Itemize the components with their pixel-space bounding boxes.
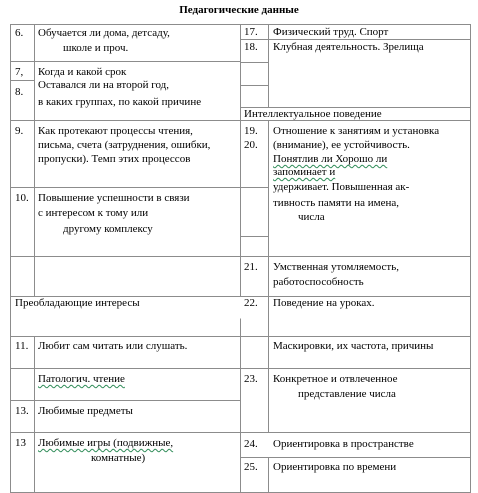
row-text: Маскировки, их частота, причины bbox=[273, 340, 434, 352]
page-title: Педагогические данные bbox=[179, 4, 299, 16]
row-text: пропуски). Темп этих процессов bbox=[38, 153, 191, 165]
row-number: 23. bbox=[244, 373, 258, 385]
row-number: 13. bbox=[15, 405, 29, 417]
row-number: 8. bbox=[15, 86, 24, 98]
row-text: представление числа bbox=[298, 388, 396, 400]
row-text: Как протекают процессы чтения, bbox=[38, 125, 193, 137]
row-text: Понятлив ли Хорошо ли bbox=[273, 153, 388, 165]
row-number: 9. bbox=[15, 125, 24, 137]
row-text: Клубная деятельность. Зрелища bbox=[273, 41, 424, 53]
row-number: 24. bbox=[244, 438, 258, 450]
row-text: удерживает. Повышенная ак- bbox=[273, 181, 410, 193]
row-text: Любимые игры (подвижные, bbox=[38, 437, 174, 449]
row-text: с интересом к тому или bbox=[38, 207, 149, 219]
row-text: Конкретное и отвлеченное bbox=[273, 373, 398, 385]
row-text: Оставался ли на второй год, bbox=[38, 79, 169, 91]
row-text: запоминает и bbox=[273, 166, 336, 178]
row-number: 18. bbox=[244, 41, 258, 53]
row-text: числа bbox=[298, 211, 325, 223]
row-text: комнатные) bbox=[91, 452, 146, 464]
row-text: в каких группах, по какой причине bbox=[38, 96, 202, 108]
row-text: другому комплексу bbox=[63, 223, 153, 235]
row-text: Отношение к занятиям и установка bbox=[273, 125, 440, 137]
row-text: Любимые предметы bbox=[38, 405, 133, 417]
section-heading: Преобладающие интересы bbox=[15, 297, 140, 309]
row-number: 21. bbox=[244, 261, 258, 273]
row-text: Ориентировка по времени bbox=[273, 461, 397, 473]
row-text: Поведение на уроках. bbox=[273, 297, 375, 309]
row-number: 11. bbox=[15, 340, 29, 352]
row-number: 10. bbox=[15, 192, 29, 204]
row-number: 13 bbox=[15, 437, 26, 449]
row-text: Обучается ли дома, детсаду, bbox=[38, 27, 170, 39]
row-text: Патологич. чтение bbox=[38, 373, 125, 385]
row-number: 22. bbox=[244, 297, 258, 309]
row-text: работоспособность bbox=[273, 276, 364, 288]
row-text: Повышение успешности в связи bbox=[38, 192, 190, 204]
row-text: Когда и какой срок bbox=[38, 66, 127, 78]
row-text: (внимание), ее устойчивость. bbox=[273, 139, 410, 151]
row-text: Умственная утомляемость, bbox=[273, 261, 399, 273]
row-number: 25. bbox=[244, 461, 258, 473]
row-text: школе и проч. bbox=[63, 42, 129, 54]
row-text: Ориентировка в пространстве bbox=[273, 438, 414, 450]
row-text: Любит сам читать или слушать. bbox=[38, 340, 188, 352]
row-number: 6. bbox=[15, 27, 24, 39]
row-text: Физический труд. Спорт bbox=[273, 26, 389, 38]
row-number: 19. bbox=[244, 125, 258, 137]
row-text: письма, счета (затруднения, ошибки, bbox=[38, 139, 211, 151]
row-number: 20. bbox=[244, 139, 258, 151]
row-number: 17. bbox=[244, 26, 258, 38]
section-heading: Интеллектуальное поведение bbox=[244, 108, 382, 120]
row-number: 7, bbox=[15, 66, 24, 78]
row-text: тивность памяти на имена, bbox=[273, 197, 400, 209]
